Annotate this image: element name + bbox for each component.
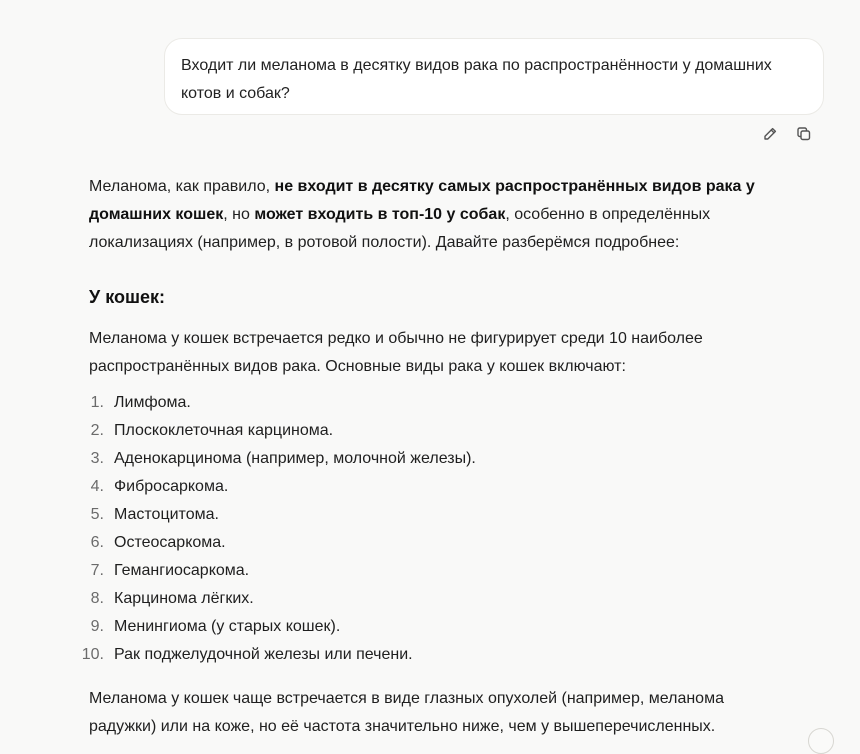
list-item xyxy=(89,389,789,417)
user-message-text: Входит ли меланома в десятку видов рака по распространённости у домашних котов и собак? xyxy=(181,57,772,102)
list-number: 9. xyxy=(90,618,104,635)
list-item-text: Рак поджелудочной железы или печени. xyxy=(114,646,413,663)
list-item xyxy=(89,529,789,557)
cats-heading: У кошек: xyxy=(89,287,165,307)
list-item xyxy=(89,501,789,529)
cats-paragraph: Меланома у кошек встречается редко и обычно не фигурирует среди 10 наиболее распространённых видов рака. Основные виды рака у кошек включают: xyxy=(89,330,703,375)
list-item-text: Плоскоклеточная карцинома. xyxy=(114,422,334,439)
list-number: 10. xyxy=(81,646,104,663)
user-message-bubble xyxy=(164,38,824,115)
intro-bold-2: может входить в топ-10 у собак xyxy=(254,206,506,223)
intro-bold-1: не входит в десятку самых распространённых видов рака у домашних кошек xyxy=(89,178,755,223)
copy-icon[interactable] xyxy=(796,126,812,142)
list-number: 2. xyxy=(90,422,104,439)
list-item xyxy=(89,417,789,445)
list-item-text: Аденокарцинома (например, молочной железы). xyxy=(114,450,476,467)
list-number: 8. xyxy=(90,590,104,607)
list-item xyxy=(89,445,789,473)
list-item-text: Лимфома. xyxy=(114,394,191,411)
intro-text-1: Меланома, как правило, xyxy=(89,178,275,195)
list-number: 7. xyxy=(90,562,104,579)
list-item-text: Мастоцитома. xyxy=(114,506,219,523)
assistant-answer xyxy=(81,173,789,741)
list-item-text: Остеосаркома. xyxy=(114,534,226,551)
list-item xyxy=(89,613,789,641)
list-item-text: Менингиома (у старых кошек). xyxy=(114,618,341,635)
list-number: 4. xyxy=(90,478,104,495)
list-item-text: Гемангиосаркома. xyxy=(114,562,250,579)
cats-cancer-list xyxy=(81,389,789,669)
cats-outro: Меланома у кошек чаще встречается в виде глазных опухолей (например, меланома радужки) или на коже, но её частота значительно ниже, чем у вышеперечисленных. xyxy=(89,690,724,735)
list-number: 5. xyxy=(90,506,104,523)
list-item-text: Карцинома лёгких. xyxy=(114,590,254,607)
list-number: 3. xyxy=(90,450,104,467)
list-item xyxy=(89,585,789,613)
message-actions xyxy=(762,126,812,142)
intro-text-2: , но xyxy=(223,206,255,223)
list-item xyxy=(89,557,789,585)
list-item-text: Фибросаркома. xyxy=(114,478,229,495)
scroll-button-edge[interactable] xyxy=(808,728,834,754)
list-item xyxy=(81,641,789,669)
list-number: 6. xyxy=(90,534,104,551)
answer-intro xyxy=(89,173,789,257)
list-number: 1. xyxy=(90,394,104,411)
intro-text-3: , особенно в определённых локализациях (например, в ротовой полости). Давайте разберёмся подробнее: xyxy=(89,206,711,251)
pencil-icon[interactable] xyxy=(762,126,778,142)
list-item xyxy=(89,473,789,501)
